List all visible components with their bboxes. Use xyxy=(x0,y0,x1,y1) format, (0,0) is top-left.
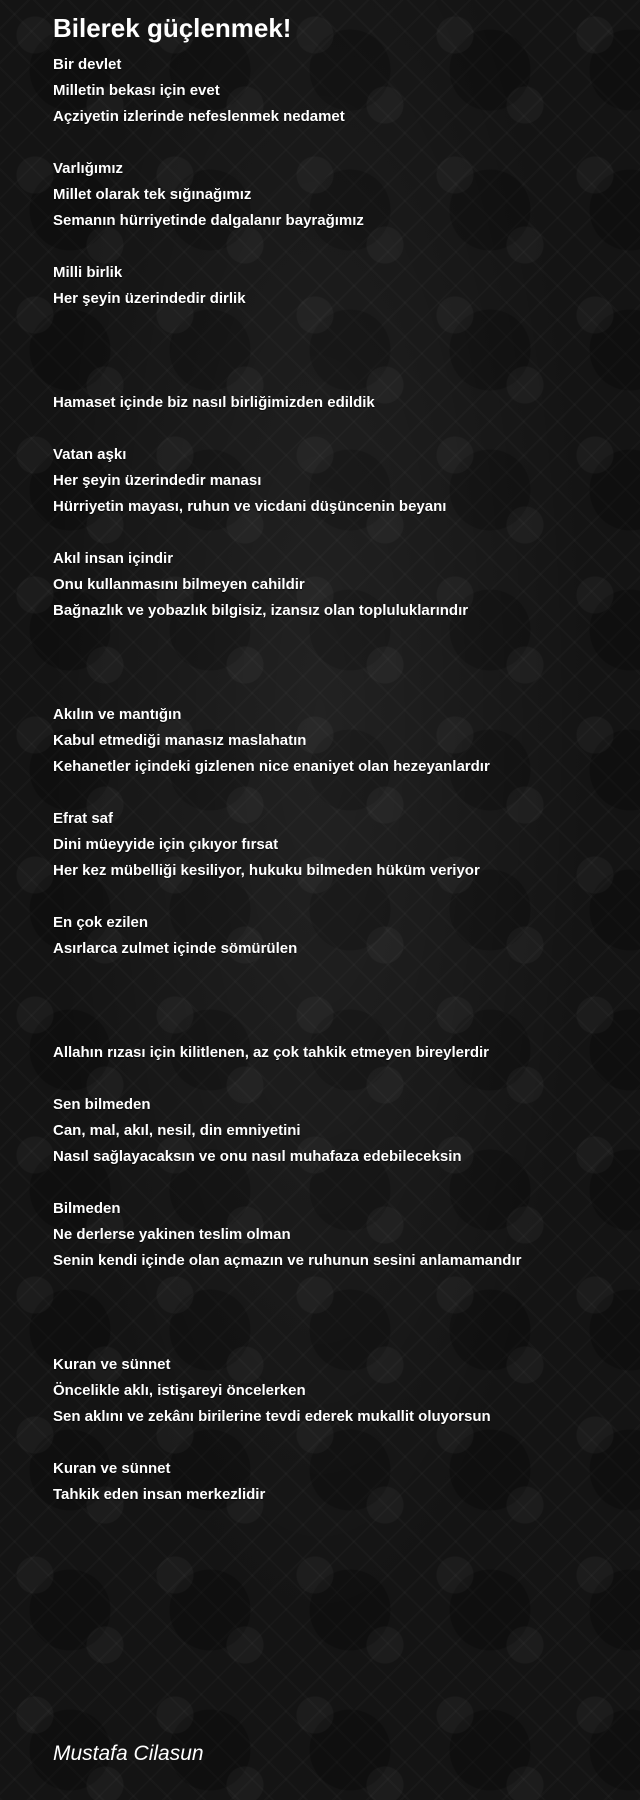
poem-line: Öncelikle aklı, istişareyi öncelerken xyxy=(53,1382,306,1399)
poem-line: Hürriyetin mayası, ruhun ve vicdani düşüncenin beyanı xyxy=(53,498,447,515)
stanza xyxy=(53,156,623,234)
poem-line: Millet olarak tek sığınağımız xyxy=(53,186,252,203)
poem-line: Nasıl sağlayacaksın ve onu nasıl muhafaza edebileceksin xyxy=(53,1148,462,1165)
poem-line: Bilmeden xyxy=(53,1200,121,1217)
poem-line: Semanın hürriyetinde dalgalanır bayrağımız xyxy=(53,212,364,229)
stanza xyxy=(53,910,623,962)
poem-line: Kuran ve sünnet xyxy=(53,1460,171,1477)
stanza xyxy=(53,1352,623,1430)
poem-title: Bilerek güçlenmek! xyxy=(53,13,292,43)
poem-line: Kabul etmediği manasız maslahatın xyxy=(53,732,307,749)
poem-line: Varlığımız xyxy=(53,160,124,177)
stanza xyxy=(53,702,623,780)
poem-line: Tahkik eden insan merkezlidir xyxy=(53,1486,266,1503)
author-name: Mustafa Cilasun xyxy=(53,1742,204,1765)
stanza xyxy=(53,1196,623,1274)
poem-line: Senin kendi içinde olan açmazın ve ruhunun sesini anlamamandır xyxy=(53,1252,522,1269)
poem-line: Onu kullanmasını bilmeyen cahildir xyxy=(53,576,305,593)
stanza xyxy=(53,1040,623,1066)
poem-line: Sen bilmeden xyxy=(53,1096,151,1113)
poem-line: Akılın ve mantığın xyxy=(53,706,182,723)
poem-line: Dini müeyyide için çıkıyor fırsat xyxy=(53,836,279,853)
poem-line: Milletin bekası için evet xyxy=(53,82,220,99)
poem-line: Ne derlerse yakinen teslim olman xyxy=(53,1226,291,1243)
poem-line: Can, mal, akıl, nesil, din emniyetini xyxy=(53,1122,301,1139)
stanza xyxy=(53,546,623,624)
poem-line: Hamaset içinde biz nasıl birliğimizden edildik xyxy=(53,394,375,411)
poem-line: Sen aklını ve zekânı birilerine tevdi ederek mukallit oluyorsun xyxy=(53,1408,491,1425)
stanza xyxy=(53,52,623,130)
poem-line: Her şeyin üzerindedir manası xyxy=(53,472,262,489)
poem-line: Bir devlet xyxy=(53,56,122,73)
poem-line: Vatan aşkı xyxy=(53,446,127,463)
poem-line: Her kez mübelliği kesiliyor, hukuku bilmeden hüküm veriyor xyxy=(53,862,480,879)
stanza xyxy=(53,806,623,884)
poem-line: En çok ezilen xyxy=(53,914,149,931)
poem-line: Bağnazlık ve yobazlık bilgisiz, izansız olan topluluklarındır xyxy=(53,602,469,619)
poem-line: Kuran ve sünnet xyxy=(53,1356,171,1373)
poem-line: Allahın rızası için kilitlenen, az çok tahkik etmeyen bireylerdir xyxy=(53,1044,489,1061)
poem-line: Milli birlik xyxy=(53,264,123,281)
stanza xyxy=(53,260,623,312)
stanza xyxy=(53,1456,623,1508)
poem-line: Efrat saf xyxy=(53,810,114,827)
poem-line: Kehanetler içindeki gizlenen nice enaniyet olan hezeyanlardır xyxy=(53,758,490,775)
poem-line: Açziyetin izlerinde nefeslenmek nedamet xyxy=(53,108,345,125)
poem-body xyxy=(53,52,623,1534)
poem-line: Akıl insan içindir xyxy=(53,550,174,567)
stanza xyxy=(53,1092,623,1170)
stanza xyxy=(53,390,623,416)
stanza xyxy=(53,442,623,520)
poem-line: Her şeyin üzerindedir dirlik xyxy=(53,290,246,307)
poem-line: Asırlarca zulmet içinde sömürülen xyxy=(53,940,298,957)
